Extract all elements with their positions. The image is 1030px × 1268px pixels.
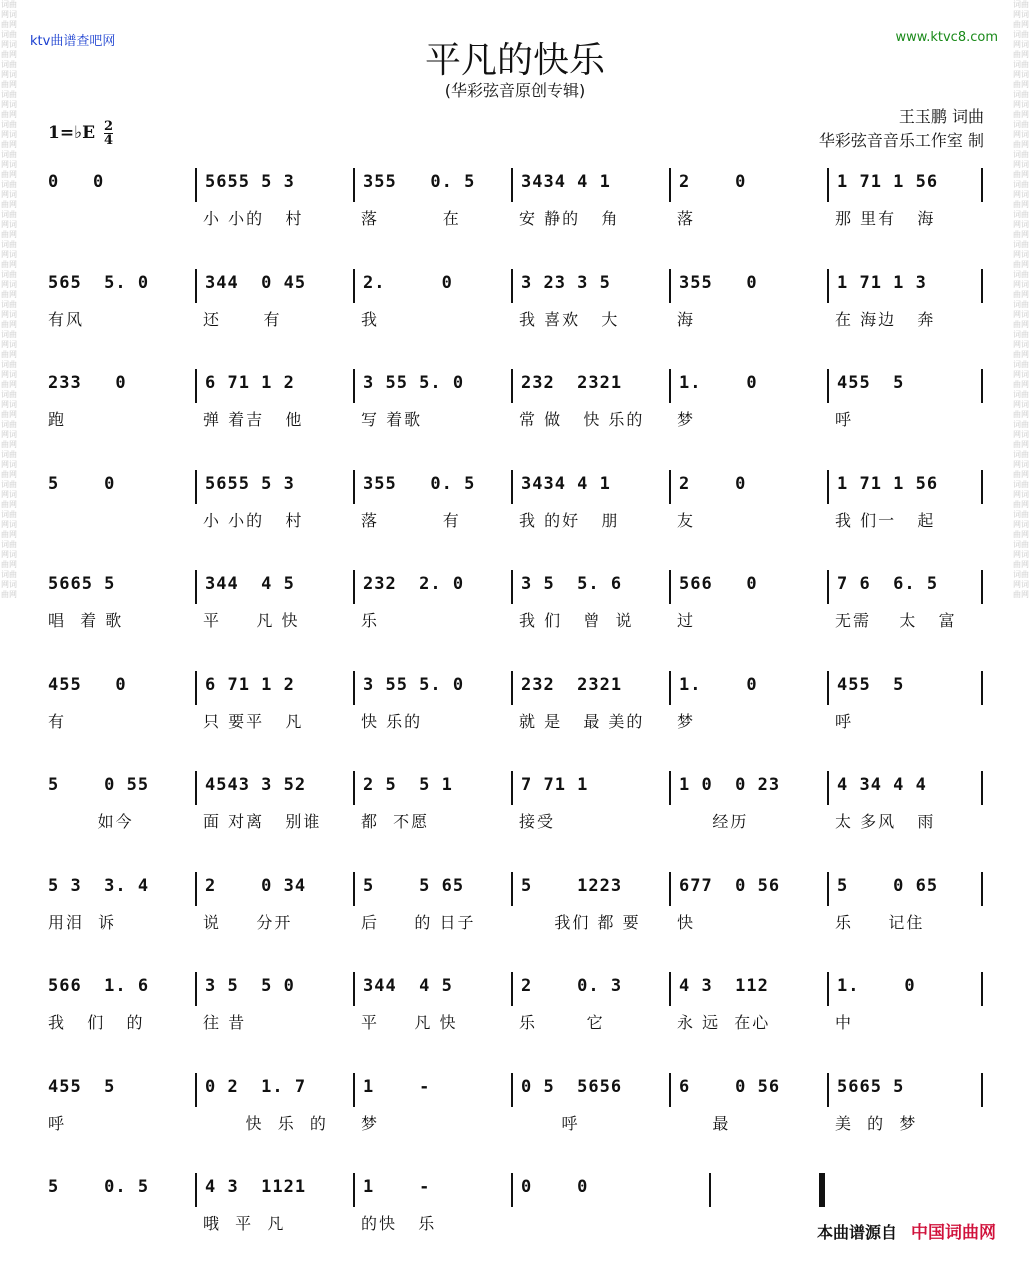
measure [195, 168, 355, 202]
measure [195, 872, 355, 906]
lyric-segment: 海 [677, 309, 696, 329]
lyric-segment: 乐 它 [519, 1013, 605, 1032]
song-title: 平凡的快乐 [424, 40, 605, 81]
lyric-segment: 我 们 曾 说 [519, 611, 634, 630]
notation-line [40, 1073, 990, 1107]
lyric-segment: 我们 都 要 [519, 912, 641, 932]
lyric-segment: 我 [361, 309, 380, 329]
measure-notes: 0 2 1. 7 [205, 1076, 307, 1097]
measure [353, 570, 513, 604]
lyric-segment: 乐 记住 [835, 912, 925, 932]
lyric-segment: 接受 [519, 812, 556, 831]
footer-source [817, 1218, 996, 1243]
measure [827, 269, 987, 303]
bar-line [981, 369, 983, 403]
measure [827, 470, 987, 504]
measure [40, 1173, 195, 1207]
lyric-segment: 弹 着吉 他 [203, 410, 304, 429]
lyric-segment: 呼 [835, 410, 854, 429]
site-name-left: ktv曲谱查吧网 [30, 34, 116, 49]
lyric-segment: 安 静的 角 [519, 209, 620, 228]
measure [511, 168, 671, 202]
measure-notes: 455 5 [837, 674, 905, 695]
measure [353, 1173, 513, 1207]
measure-notes: 344 0 45 [205, 272, 307, 293]
score-row [40, 269, 990, 359]
lyric-segment: 我 的好 朋 [519, 510, 620, 530]
measure-notes: 3434 4 1 [521, 172, 611, 192]
score-row [40, 168, 990, 258]
measure-notes: 232 2321 [521, 373, 623, 393]
bar-line [981, 771, 983, 805]
measure-notes: 232 2321 [521, 674, 623, 695]
lyric-segment: 只 要平 凡 [203, 711, 304, 731]
footer-source-label: 本曲谱源自 [816, 1223, 897, 1242]
lyrics-line [40, 910, 990, 940]
notation-line [40, 269, 990, 303]
measure [669, 570, 829, 604]
lyricist-credit: 王玉鹏 词曲 [898, 107, 984, 126]
measure-notes: 5665 5 [48, 574, 116, 594]
lyric-segment: 就 是 最 美的 [519, 711, 645, 731]
measure-notes: 233 0 [48, 373, 127, 393]
measure-notes: 2 0 [679, 172, 747, 192]
measure [195, 470, 355, 504]
measure-notes: 355 0. 5 [363, 172, 476, 192]
lyric-segment: 在 海边 奔 [835, 309, 936, 329]
lyric-segment: 落 有 [361, 510, 461, 530]
lyric-segment: 哦 平 凡 [203, 1214, 286, 1233]
notation-line [40, 470, 990, 504]
measure-notes: 2 0 [679, 473, 747, 494]
measure [40, 972, 195, 1006]
lyric-segment: 快 乐 的 [203, 1113, 328, 1133]
watermark-left: 词曲网词曲网词曲网词曲网词曲网词曲网词曲网词曲网词曲网词曲网词曲网词曲网词曲网词曲网词曲网词曲网词曲网词曲网词曲网词曲网词曲网词曲网词曲网词曲网词曲网词曲网词曲网词曲网词曲网词曲网词曲网词曲网词曲网词曲网词曲网词曲网词曲网词曲网词曲网词曲网 [1, 0, 17, 599]
lyric-segment: 后 的 日子 [361, 912, 476, 932]
watermark-right: 词曲网词曲网词曲网词曲网词曲网词曲网词曲网词曲网词曲网词曲网词曲网词曲网词曲网词曲网词曲网词曲网词曲网词曲网词曲网词曲网词曲网词曲网词曲网词曲网词曲网词曲网词曲网词曲网词曲网词曲网词曲网词曲网词曲网词曲网词曲网词曲网词曲网词曲网词曲网词曲网 [1013, 0, 1029, 599]
lyric-segment: 快 [677, 912, 696, 932]
score-row [40, 671, 990, 761]
lyric-segment: 都 不愿 [361, 812, 430, 831]
measure-notes: 232 2. 0 [363, 574, 465, 594]
measure-notes: 355 0 [679, 272, 758, 293]
bar-line [709, 1173, 711, 1207]
measure-notes: 455 5 [837, 373, 905, 393]
measure [353, 470, 513, 504]
measure-notes: 1 0 0 23 [679, 775, 781, 795]
lyrics-line [40, 608, 990, 638]
score-row [40, 470, 990, 560]
measure-notes: 3434 4 1 [521, 473, 611, 494]
measure-notes: 6 71 1 2 [205, 373, 295, 393]
measure [669, 369, 829, 403]
lyric-segment: 我 们一 起 [835, 510, 936, 530]
measure-notes: 1. 0 [837, 976, 916, 996]
measure-notes: 455 5 [48, 1076, 116, 1097]
score-row [40, 1073, 990, 1163]
lyric-segment: 唱 着 歌 [48, 611, 124, 630]
final-bar-line [819, 1173, 825, 1207]
lyric-segment: 永 远 在心 [677, 1013, 771, 1032]
lyrics-line [40, 407, 990, 437]
measure-notes: 344 4 5 [363, 976, 453, 996]
lyrics-line [40, 709, 990, 739]
measure [40, 369, 195, 403]
bar-line [981, 269, 983, 303]
time-signature [104, 120, 113, 147]
measure [827, 771, 987, 805]
measure [40, 771, 195, 805]
measure-notes: 0 5 5656 [521, 1076, 623, 1097]
lyric-segment: 我 喜欢 大 [519, 309, 620, 329]
lyric-segment: 友 [677, 510, 696, 530]
lyric-segment: 还 有 [203, 309, 282, 329]
bar-line [981, 972, 983, 1006]
lyrics-line [40, 206, 990, 236]
lyric-segment: 无需 太 富 [835, 611, 957, 630]
measure [827, 972, 987, 1006]
measure [195, 671, 355, 705]
measure [353, 1073, 513, 1107]
lyric-segment: 梦 [361, 1113, 380, 1133]
measure-notes: 5 0 55 [48, 775, 150, 795]
measure-notes: 0 0 [521, 1177, 589, 1197]
measure-notes: 1. 0 [679, 373, 758, 393]
lyric-segment: 小 小的 村 [203, 510, 304, 530]
notation-line [40, 872, 990, 906]
lyric-segment: 经历 [677, 812, 749, 831]
lyric-segment: 中 [835, 1013, 854, 1032]
measure [40, 470, 195, 504]
measure [195, 1173, 355, 1207]
notation-line [40, 1173, 990, 1207]
measure-notes: 2 0. 3 [521, 976, 623, 996]
measure [511, 570, 671, 604]
producer-credit: 华彩弦音音乐工作室 制 [818, 131, 984, 150]
measure [669, 972, 829, 1006]
lyric-segment: 那 里有 海 [835, 209, 936, 228]
footer-brand: 中国词曲网 [911, 1223, 996, 1243]
measure [353, 168, 513, 202]
measure-notes: 4 34 4 4 [837, 775, 927, 795]
notation-line [40, 369, 990, 403]
measure-notes: 1 71 1 56 [837, 172, 939, 192]
lyric-segment: 梦 [677, 410, 696, 429]
lyric-segment: 说 分开 [203, 912, 293, 932]
bar-line [981, 168, 983, 202]
measure-notes: 1 - [363, 1177, 431, 1197]
measure-notes: 5 3 3. 4 [48, 875, 150, 896]
measure [669, 671, 829, 705]
measure-notes: 0 0 [48, 172, 105, 192]
measure [669, 269, 829, 303]
measure [195, 570, 355, 604]
measure-notes: 5665 5 [837, 1076, 905, 1097]
measure-notes: 6 0 56 [679, 1076, 781, 1097]
measure-notes: 5 5 65 [363, 875, 465, 896]
measure [669, 1073, 829, 1107]
measure-notes: 565 5. 0 [48, 272, 150, 293]
measure [353, 671, 513, 705]
measure-notes: 355 0. 5 [363, 473, 476, 494]
lyric-segment: 我 们 的 [48, 1013, 145, 1032]
measure [511, 771, 671, 805]
lyric-segment: 梦 [677, 711, 696, 731]
measure [195, 771, 355, 805]
measure [353, 269, 513, 303]
notation-line [40, 570, 990, 604]
measure [669, 470, 829, 504]
measure-notes: 3 55 5. 0 [363, 373, 465, 393]
measure [511, 1073, 671, 1107]
measure [353, 369, 513, 403]
lyric-segment: 常 做 快 乐的 [519, 410, 645, 429]
measure-notes: 3 55 5. 0 [363, 674, 465, 695]
measure-notes: 5655 5 3 [205, 473, 295, 494]
lyric-segment: 落 [677, 209, 696, 228]
measure [669, 168, 829, 202]
lyric-segment: 有风 [48, 309, 85, 329]
measure [511, 1173, 671, 1207]
bar-line [981, 671, 983, 705]
measure-notes: 3 23 3 5 [521, 272, 611, 293]
time-denominator: 4 [103, 133, 114, 148]
measure-notes: 5 0. 5 [48, 1177, 150, 1197]
bar-line [981, 1073, 983, 1107]
measure [511, 872, 671, 906]
score-row [40, 369, 990, 459]
measure-notes: 3 5 5 0 [205, 976, 295, 996]
lyrics-line [40, 809, 990, 839]
measure-notes: 4 3 112 [679, 976, 769, 996]
time-numerator: 2 [103, 119, 114, 134]
measure-notes: 2. 0 [363, 272, 453, 293]
lyric-segment: 呼 [519, 1113, 580, 1133]
notation-line [40, 168, 990, 202]
lyric-segment: 呼 [835, 711, 854, 731]
measure-notes: 5655 5 3 [205, 172, 295, 192]
lyric-segment: 写 着歌 [361, 410, 423, 429]
lyric-segment: 的快 乐 [361, 1214, 437, 1233]
lyric-segment: 快 乐的 [361, 711, 423, 731]
measure-notes: 2 5 5 1 [363, 775, 453, 795]
measure [40, 1073, 195, 1107]
measure-notes: 1 71 1 3 [837, 272, 927, 293]
notation-line [40, 671, 990, 705]
measure [511, 269, 671, 303]
score-row [40, 972, 990, 1062]
measure [40, 671, 195, 705]
lyric-segment: 跑 [48, 410, 67, 429]
lyric-segment: 过 [677, 611, 696, 630]
measure [511, 369, 671, 403]
key-label: 1=♭E [48, 123, 96, 143]
measure-notes: 677 0 56 [679, 875, 781, 896]
measure [40, 269, 195, 303]
measure-notes: 344 4 5 [205, 574, 295, 594]
album-subtitle: (华彩弦音原创专辑) [444, 81, 586, 100]
measure-notes: 1 - [363, 1076, 431, 1097]
measure [827, 671, 987, 705]
measure-notes: 5 1223 [521, 875, 623, 896]
measure-notes: 5 0 65 [837, 875, 939, 896]
measure [827, 369, 987, 403]
score-row [40, 771, 990, 861]
bar-line [981, 570, 983, 604]
measure-notes: 3 5 5. 6 [521, 574, 623, 594]
measure [40, 570, 195, 604]
lyric-segment: 如今 [48, 812, 134, 831]
lyric-segment: 呼 [48, 1113, 67, 1133]
measure-notes: 1 71 1 56 [837, 473, 939, 494]
lyric-segment: 面 对离 别谁 [203, 812, 322, 831]
measure [827, 570, 987, 604]
key-signature [48, 120, 113, 147]
measure [669, 872, 829, 906]
measure [195, 1073, 355, 1107]
lyrics-line [40, 508, 990, 538]
notation-line [40, 972, 990, 1006]
measure [511, 972, 671, 1006]
lyrics-line [40, 1010, 990, 1040]
score-row [40, 872, 990, 962]
lyrics-line [40, 307, 990, 337]
measure [511, 470, 671, 504]
measure [195, 972, 355, 1006]
measure [353, 771, 513, 805]
measure-notes: 566 1. 6 [48, 976, 150, 996]
measure-notes: 7 71 1 [521, 775, 589, 795]
score-row [40, 570, 990, 660]
lyric-segment: 有 [48, 711, 67, 731]
measure [669, 771, 829, 805]
lyric-segment: 最 [677, 1113, 731, 1133]
measure [195, 269, 355, 303]
lyric-segment: 太 多风 雨 [835, 812, 936, 831]
lyrics-line [40, 1111, 990, 1141]
measure [40, 872, 195, 906]
measure-notes: 2 0 34 [205, 875, 307, 896]
measure [827, 168, 987, 202]
measure [827, 872, 987, 906]
bar-line [981, 872, 983, 906]
lyric-segment: 乐 [361, 611, 380, 630]
bar-line [981, 470, 983, 504]
measure-notes: 1. 0 [679, 674, 758, 695]
measure-notes: 455 0 [48, 674, 127, 695]
measure [511, 671, 671, 705]
lyric-segment: 落 在 [361, 209, 461, 228]
measure [353, 972, 513, 1006]
measure-notes: 6 71 1 2 [205, 674, 295, 695]
measure [40, 168, 195, 202]
measure [353, 872, 513, 906]
measure-notes: 7 6 6. 5 [837, 574, 939, 594]
measure [195, 369, 355, 403]
measure [827, 1073, 987, 1107]
lyric-segment: 往 昔 [203, 1013, 247, 1032]
lyric-segment: 用泪 诉 [48, 912, 117, 932]
lyric-segment: 平 凡 快 [361, 1013, 458, 1032]
measure-notes: 5 0 [48, 473, 116, 494]
lyric-segment: 美 的 梦 [835, 1113, 918, 1133]
site-url-right: www.ktvc8.com [895, 30, 998, 45]
measure-notes: 4 3 1121 [205, 1177, 307, 1197]
lyric-segment: 小 小的 村 [203, 209, 304, 228]
notation-line [40, 771, 990, 805]
measure-notes: 4543 3 52 [205, 775, 307, 795]
measure-notes: 566 0 [679, 574, 758, 594]
lyric-segment: 平 凡 快 [203, 611, 300, 630]
